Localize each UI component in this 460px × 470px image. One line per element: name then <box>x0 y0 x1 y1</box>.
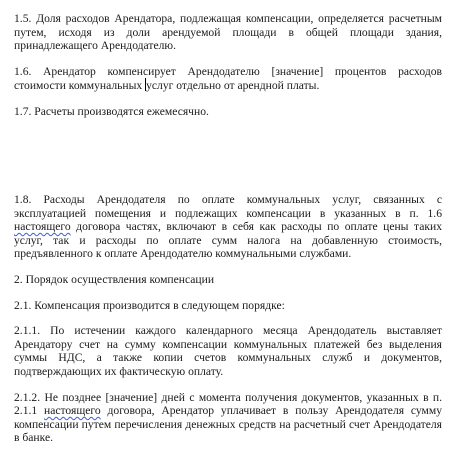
section-2-heading: 2. Порядок осуществления компенсации <box>14 272 215 286</box>
paragraph-1-6-text-start: 1.6. Арендатор компенсирует Арендодателю [значение] процентов расходов стоимости коммунальных <box>14 64 442 93</box>
spellcheck-word[interactable]: настоящего <box>14 220 71 234</box>
page-break <box>0 168 460 180</box>
paragraph-1-7: 1.7. Расчеты производятся ежемесячно. <box>14 104 209 118</box>
paragraph-1-6 <box>14 65 442 93</box>
paragraph-1-5: 1.5. Доля расходов Арендатора, подлежащая компенсации, определяется расчетным путем, исходя из доли арендуемой площади в общей площади здания, принадлежащего Арендодателю. <box>14 12 442 53</box>
paragraph-1-8-text-b: договора частях, включают в себя как расходы по оплате цены таких услуг, так и расходы по оплате сумм налога на добавленную стоимость, предъявленного к оплате Арендодателю коммунальными службами. <box>14 220 442 261</box>
paragraph-2-1-1: 2.1.1. По истечении каждого календарного месяца Арендодатель выставляет Арендатору счет на сумму компенсации коммунальных платежей без выделения суммы НДС, а также копии счетов коммунальных служб и документов, подтверждающих их фактическую оплату. <box>14 324 442 378</box>
paragraph-2-1-2-text-b: договора, Арендатор уплачивает в пользу Арендодателя сумму компенсации путем перечисления денежных средств на расчетный счет Арендодателя в банке. <box>14 404 442 445</box>
paragraph-1-8 <box>14 193 442 261</box>
paragraph-2-1-2-text-a: 2.1.2. Не позднее [значение] дней с момента получения документов, указанных в п. 2.1.1 <box>14 390 442 418</box>
document-page-1 <box>0 0 460 168</box>
paragraph-2-1: 2.1. Компенсация производится в следующем порядке: <box>14 298 285 312</box>
spellcheck-word[interactable]: настоящего <box>44 404 101 418</box>
paragraph-1-6-text-end: услуг отдельно от арендной платы. <box>146 79 320 93</box>
document-page-2 <box>0 180 460 470</box>
paragraph-2-1-2 <box>14 391 442 445</box>
paragraph-1-8-text-a: 1.8. Расходы Арендодателя по оплате коммунальных услуг, связанных с эксплуатацией помещения и подлежащих компенсации в указанных в п. 1.6 <box>14 193 442 220</box>
